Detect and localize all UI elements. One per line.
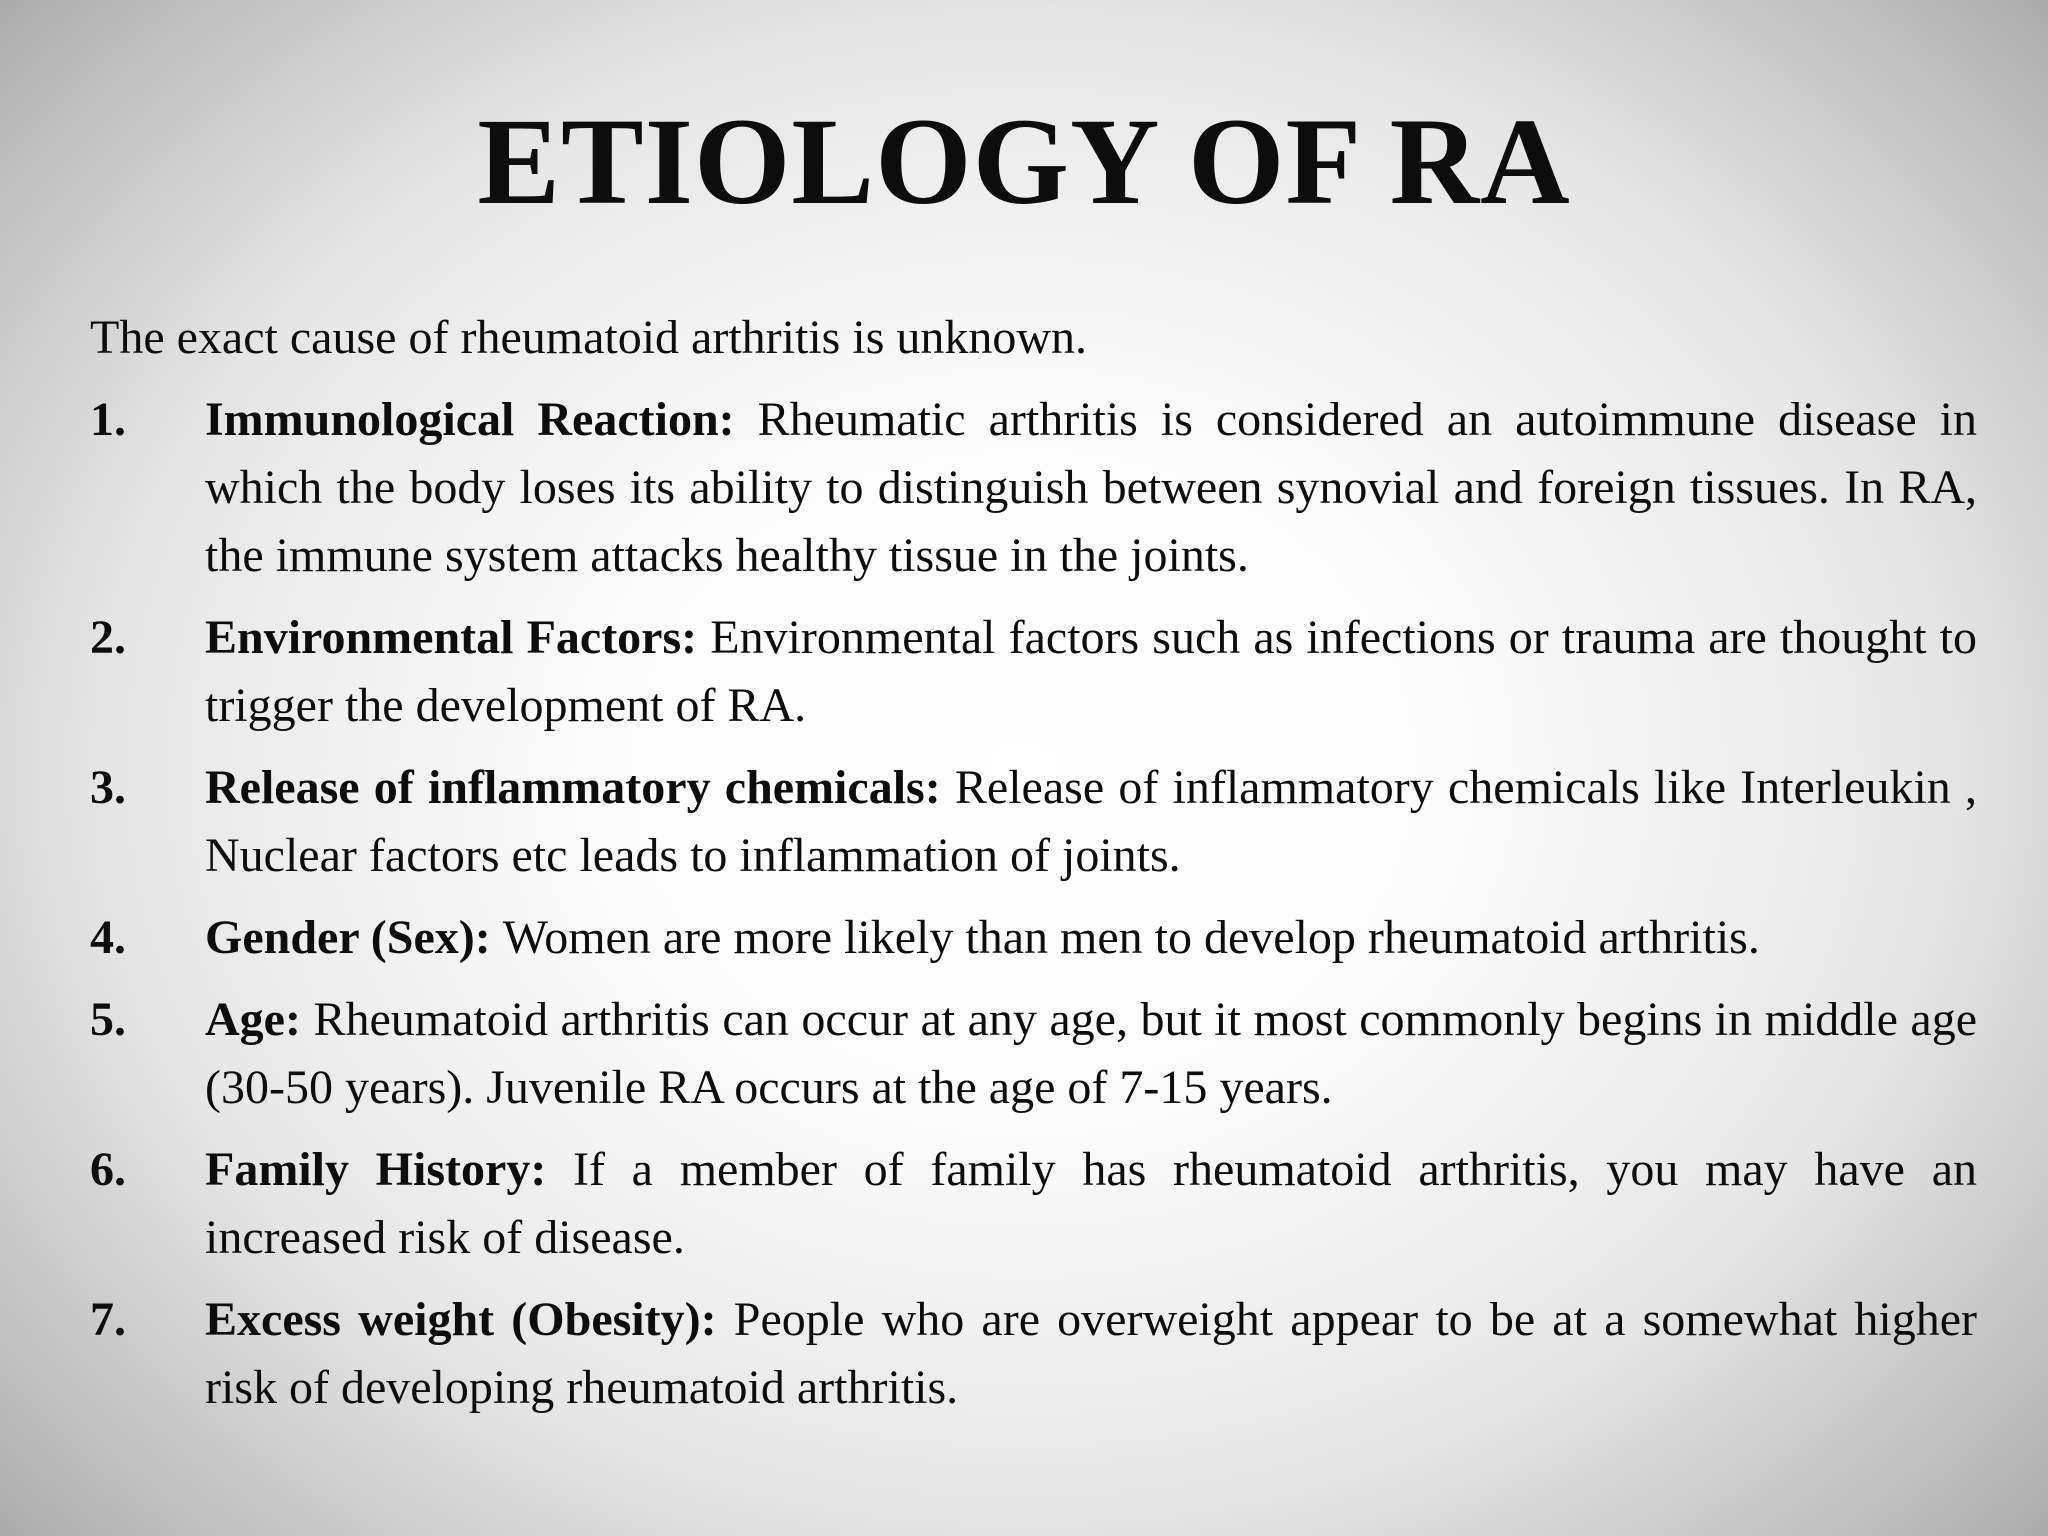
item-number: 7. — [90, 1293, 126, 1346]
item-term: Excess weight (Obesity): — [205, 1293, 734, 1346]
list-item-inflammatory-chemicals — [90, 754, 1977, 890]
item-number: 4. — [90, 911, 126, 964]
slide-title: ETIOLOGY OF RA — [477, 93, 1571, 230]
item-term: Gender (Sex): — [205, 911, 503, 964]
list-item-family-history — [90, 1136, 1977, 1272]
list-item-excess-weight — [90, 1286, 1977, 1422]
item-number: 1. — [90, 393, 126, 446]
item-number: 3. — [90, 761, 126, 814]
item-text: People who are overweight appear to be at a somewhat higher risk of developing rheumatoid arthritis. — [205, 1293, 1977, 1414]
item-term: Family History: — [205, 1143, 574, 1196]
item-text: If a member of family has rheumatoid arthritis, you may have an increased risk of disease. — [205, 1143, 1977, 1264]
item-term: Immunological Reaction: — [205, 393, 758, 446]
item-number: 2. — [90, 611, 126, 664]
item-term: Age: — [205, 993, 314, 1046]
item-text: Release of inflammatory chemicals like Interleukin , Nuclear factors etc leads to inflammation of joints. — [205, 761, 1977, 882]
item-term: Release of inflammatory chemicals: — [205, 761, 955, 814]
item-text: Environmental factors such as infections or trauma are thought to trigger the development of RA. — [205, 611, 1978, 732]
item-number: 6. — [90, 1143, 126, 1196]
item-text: Rheumatic arthritis is considered an autoimmune disease in which the body loses its ability to distinguish between synovial and foreign tissues. In RA, the immune system attacks healthy tissue in the joints. — [205, 393, 1977, 582]
item-text: Women are more likely than men to develop rheumatoid arthritis. — [502, 911, 1760, 964]
intro-text: The exact cause of rheumatoid arthritis is unknown. — [90, 311, 1088, 364]
list-item-environmental-factors — [90, 604, 1977, 740]
list-item-age — [90, 986, 1977, 1122]
list-item-immunological-reaction — [90, 386, 1977, 590]
item-term: Environmental Factors: — [205, 611, 711, 664]
etiology-list — [90, 386, 1977, 1436]
list-item-gender — [90, 904, 1977, 972]
item-number: 5. — [90, 993, 126, 1046]
item-text: Rheumatoid arthritis can occur at any age, but it most commonly begins in middle age (30-50 years). Juvenile RA occurs at the age of 7-15 years. — [205, 993, 1978, 1114]
